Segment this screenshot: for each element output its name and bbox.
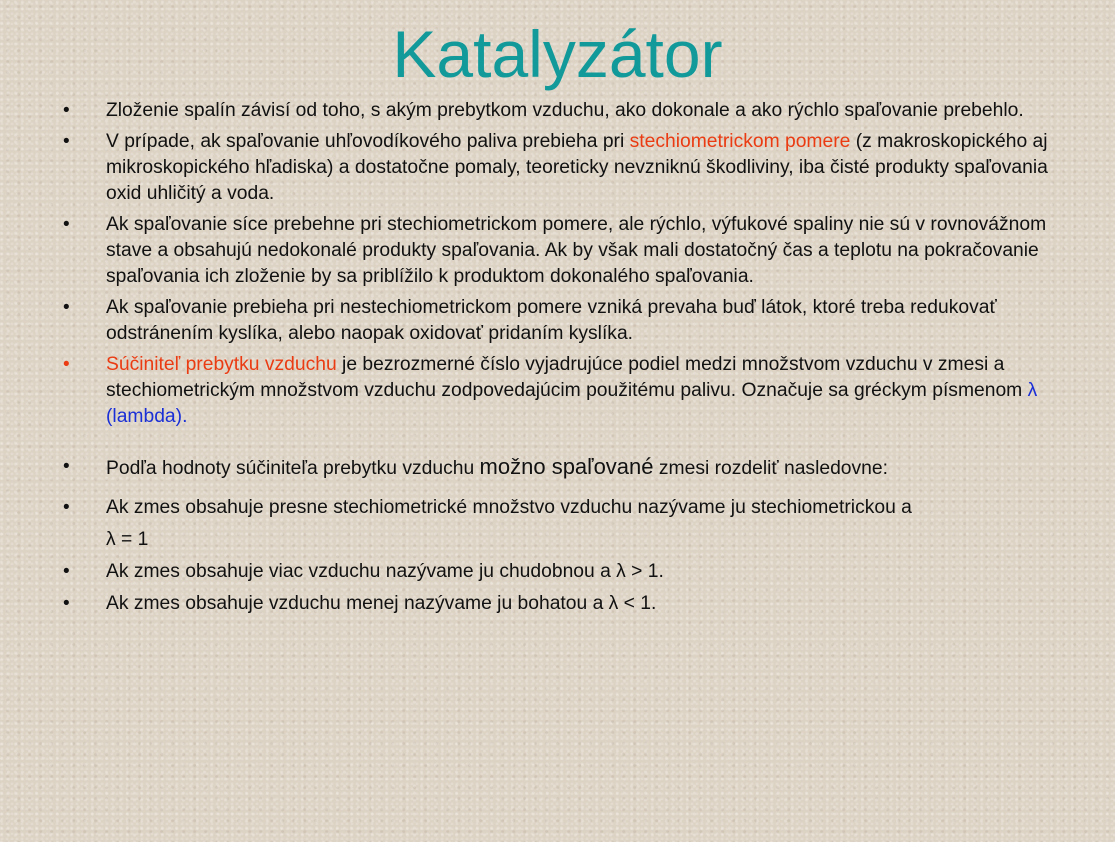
bullet-text: (z makroskopického aj mikroskopického hľadiska) a dostatočne pomaly, teoreticky nevzniknú škodliviny, iba čisté produkty spaľovania oxid uhličitý a voda.: [106, 131, 1048, 204]
bullet-text: je bezrozmerné číslo vyjadrujúce podiel medzi množstvom vzduchu v zmesi a stechiometrickým množstvom vzduchu zodpovedajúcim použitému palivu. Označuje sa gréckym písmenom: [106, 354, 1028, 401]
highlight-term: stechiometrickom pomere: [629, 131, 851, 152]
bullet-item: [0, 295, 1115, 347]
lambda-term: λ (lambda).: [106, 380, 1038, 427]
slide-title: Katalyzátor: [392, 17, 723, 91]
bullet-text: Ak zmes obsahuje presne stechiometrické množstvo vzduchu nazývame ju stechiometrickou a: [106, 497, 912, 518]
emphasized-text: možno spaľované: [479, 454, 654, 479]
bullet-text: Ak spaľovanie síce prebehne pri stechiometrickom pomere, ale rýchlo, výfukové spaliny nie sú v rovnovážnom stave a obsahujú nedokonalé produkty spaľovania. Ak by však mali dostatočný čas a teplotu na pokračovanie spaľovania ich zloženie by sa priblížilo k produktom dokonalého spaľovania.: [106, 214, 1047, 287]
bullet-marker: •: [63, 131, 70, 152]
highlight-term: Súčiniteľ prebytku vzduchu: [106, 354, 337, 375]
bullet-text: V prípade, ak spaľovanie uhľovodíkového paliva prebieha pri: [106, 131, 630, 152]
bullet-item: [0, 212, 1115, 290]
bullet-marker: •: [63, 214, 70, 235]
bullet-marker: •: [63, 297, 70, 318]
bullet-item: [0, 98, 1115, 124]
bullet-text: Ak spaľovanie prebieha pri nestechiometrickom pomere vzniká prevaha buď látok, ktoré treba redukovať odstránením kyslíka, alebo naopak oxidovať pridaním kyslíka.: [106, 297, 997, 344]
bullet-marker: •: [63, 593, 70, 614]
bullet-marker: •: [63, 456, 70, 477]
bullet-item: [0, 588, 1115, 620]
bullet-item: [0, 492, 1115, 556]
bullet-item: [0, 129, 1115, 207]
bullet-list: [0, 98, 1115, 625]
bullet-text: Ak zmes obsahuje viac vzduchu nazývame ju chudobnou a λ > 1.: [106, 561, 664, 582]
spacer: [0, 435, 1115, 454]
bullet-text: Ak zmes obsahuje vzduchu menej nazývame ju bohatou a λ < 1.: [106, 593, 657, 614]
bullet-marker: •: [63, 100, 70, 121]
bullet-text: Zloženie spalín závisí od toho, s akým prebytkom vzduchu, ako dokonale a ako rýchlo spaľovanie prebehlo.: [106, 100, 1024, 121]
bullet-item: [0, 352, 1115, 430]
bullet-marker: •: [63, 354, 70, 375]
bullet-marker: •: [63, 497, 70, 518]
bullet-text: Podľa hodnoty súčiniteľa prebytku vzduchu: [106, 458, 480, 479]
bullet-marker: •: [63, 561, 70, 582]
bullet-item: [0, 454, 1115, 482]
bullet-item: [0, 556, 1115, 588]
bullet-text-line2: λ = 1: [106, 529, 149, 550]
bullet-text: zmesi rozdeliť nasledovne:: [653, 458, 888, 479]
